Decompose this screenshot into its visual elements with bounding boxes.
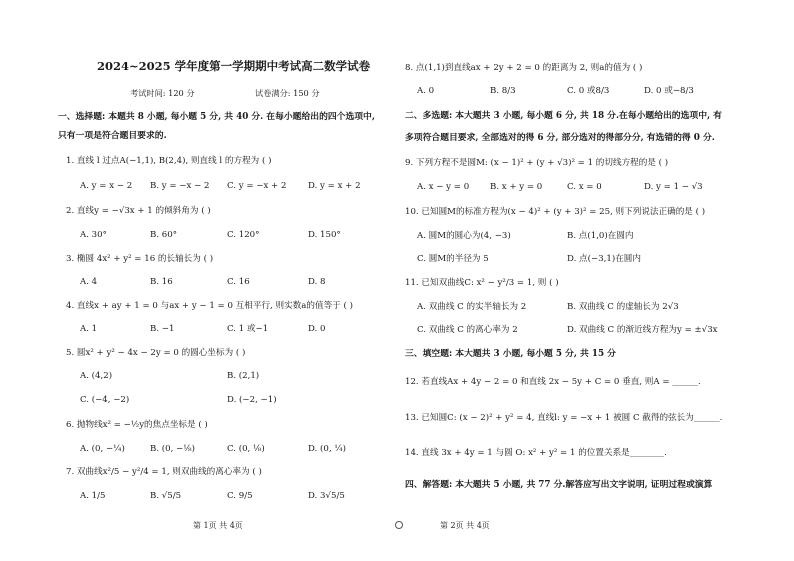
question-3: 3. 椭圆 4x² + y² = 16 的长轴长为 ( )	[66, 254, 214, 264]
q1-option-c: C. y = −x + 2	[227, 181, 287, 191]
q6-option-c: C. (0, ⅛)	[227, 444, 265, 454]
q11-option-d: D. 双曲线 C 的渐近线方程为y = ±√3x	[567, 325, 718, 335]
q7-option-c: C. 9/5	[227, 491, 253, 501]
q7-option-a: A. 1/5	[80, 491, 106, 501]
q7-option-d: D. 3√5/5	[308, 491, 345, 501]
question-7: 7. 双曲线x²/5 − y²/4 = 1, 则双曲线的离心率为 ( )	[66, 467, 262, 477]
question-11: 11. 已知双曲线C: x² − y²/3 = 1, 则 ( )	[405, 278, 559, 288]
q8-option-b: B. 8/3	[490, 86, 516, 96]
question-1: 1. 直线 l 过点A(−1,1), B(2,4), 则直线 l 的方程为 ( )	[66, 156, 272, 166]
q11-option-b: B. 双曲线 C 的虚轴长为 2√3	[567, 302, 679, 312]
exam-time: 考试时间: 120 分	[130, 88, 195, 98]
q2-option-c: C. 120°	[227, 230, 260, 240]
q1-option-b: B. y = −x − 2	[150, 181, 210, 191]
q6-option-d: D. (0, ¼)	[308, 444, 347, 454]
q10-option-b: B. 点(1,0)在圆内	[567, 231, 634, 241]
q2-option-b: B. 60°	[150, 230, 178, 240]
q4-option-a: A. 1	[80, 324, 98, 334]
q3-option-a: A. 4	[80, 277, 98, 287]
q2-option-d: D. 150°	[308, 230, 341, 240]
q5-option-a: A. (4,2)	[80, 371, 113, 381]
q5-option-b: B. (2,1)	[227, 371, 260, 381]
section-1-heading-cont: 只有一项是符合题目要求的.	[58, 131, 167, 141]
q9-option-a: A. x − y = 0	[417, 182, 470, 192]
question-2: 2. 直线y = −√3x + 1 的倾斜角为 ( )	[66, 206, 211, 216]
question-5: 5. 圆x² + y² − 4x − 2y = 0 的圆心坐标为 ( )	[66, 348, 246, 358]
q10-option-c: C. 圆M的半径为 5	[417, 254, 489, 264]
q8-option-c: C. 0 或8/3	[567, 86, 610, 96]
q4-option-d: D. 0	[308, 324, 326, 334]
section-4-heading: 四、解答题: 本大题共 5 小题, 共 77 分.解答应写出文字说明, 证明过程或演算	[405, 480, 713, 490]
q3-option-b: B. 16	[150, 277, 173, 287]
q3-option-d: D. 8	[308, 277, 326, 287]
q10-option-d: D. 点(−3,1)在圆内	[567, 254, 641, 264]
question-4: 4. 直线x + ay + 1 = 0 与ax + y − 1 = 0 互相平行, 则实数a的值等于 ( )	[66, 301, 353, 311]
section-2-heading: 二、多选题: 本大题共 3 小题, 每小题 6 分, 共 18 分.在每小题给出的选项中, 有	[405, 111, 722, 121]
q11-option-c: C. 双曲线 C 的离心率为 2	[417, 325, 518, 335]
q10-option-a: A. 圆M的圆心为(4, −3)	[417, 231, 511, 241]
section-3-heading: 三、填空题: 本大题共 3 小题, 每小题 5 分, 共 15 分	[405, 349, 616, 359]
q1-option-d: D. y = x + 2	[308, 181, 361, 191]
q4-option-b: B. −1	[150, 324, 175, 334]
left-page-footer: 第 1页 共 4页	[193, 521, 243, 530]
right-page-footer: 第 2页 共 4页	[440, 521, 490, 530]
q3-option-c: C. 16	[227, 277, 250, 287]
exam-title: 2024~2025 学年度第一学期期中考试高二数学试卷	[97, 59, 371, 73]
q4-option-c: C. 1 或−1	[227, 324, 269, 334]
q1-option-a: A. y = x − 2	[80, 181, 133, 191]
question-10: 10. 已知圆M的标准方程为(x − 4)² + (y + 3)² = 25, 则下列说法正确的是 ( )	[405, 207, 706, 217]
q8-option-d: D. 0 或−8/3	[644, 86, 694, 96]
q8-option-a: A. 0	[417, 86, 435, 96]
q9-option-b: B. x + y = 0	[490, 182, 543, 192]
q9-option-d: D. y = 1 − √3	[644, 182, 703, 192]
question-13: 13. 已知圆C: (x − 2)² + y² = 4, 直线l: y = −x + 1 被圆 C 截得的弦长为______.	[405, 413, 723, 423]
q7-option-b: B. √5/5	[150, 491, 182, 501]
q6-option-b: B. (0, −⅛)	[150, 444, 195, 454]
q6-option-a: A. (0, −¼)	[80, 444, 125, 454]
q11-option-a: A. 双曲线 C 的实半轴长为 2	[417, 302, 527, 312]
q9-option-c: C. x = 0	[567, 182, 602, 192]
question-9: 9. 下列方程不是圆M: (x − 1)² + (y + √3)² = 1 的切线方程的是 ( )	[405, 158, 669, 168]
section-2-heading-cont: 多项符合题目要求, 全部选对的得 6 分, 部分选对的得部分分, 有选错的得 0 分.	[405, 133, 715, 143]
exam-score: 试卷满分: 150 分	[255, 88, 320, 98]
question-6: 6. 抛物线x² = −½y的焦点坐标是 ( )	[66, 420, 208, 430]
section-1-heading: 一、选择题: 本题共 8 小题, 每小题 5 分, 共 40 分. 在每小题给出的四个选项中,	[58, 112, 375, 122]
q5-option-c: C. (−4, −2)	[80, 395, 130, 405]
q2-option-a: A. 30°	[80, 230, 107, 240]
question-8: 8. 点(1,1)到直线ax + 2y + 2 = 0 的距离为 2, 则a的值为 ( )	[405, 63, 643, 73]
question-14: 14. 直线 3x + 4y = 1 与圆 O: x² + y² = 1 的位置关系是________.	[405, 448, 667, 458]
q5-option-d: D. (−2, −1)	[227, 395, 277, 405]
center-binding-mark	[395, 521, 403, 529]
question-12: 12. 若直线Ax + 4y − 2 = 0 和直线 2x − 5y + C = 0 垂直, 则A = ______.	[405, 377, 701, 387]
